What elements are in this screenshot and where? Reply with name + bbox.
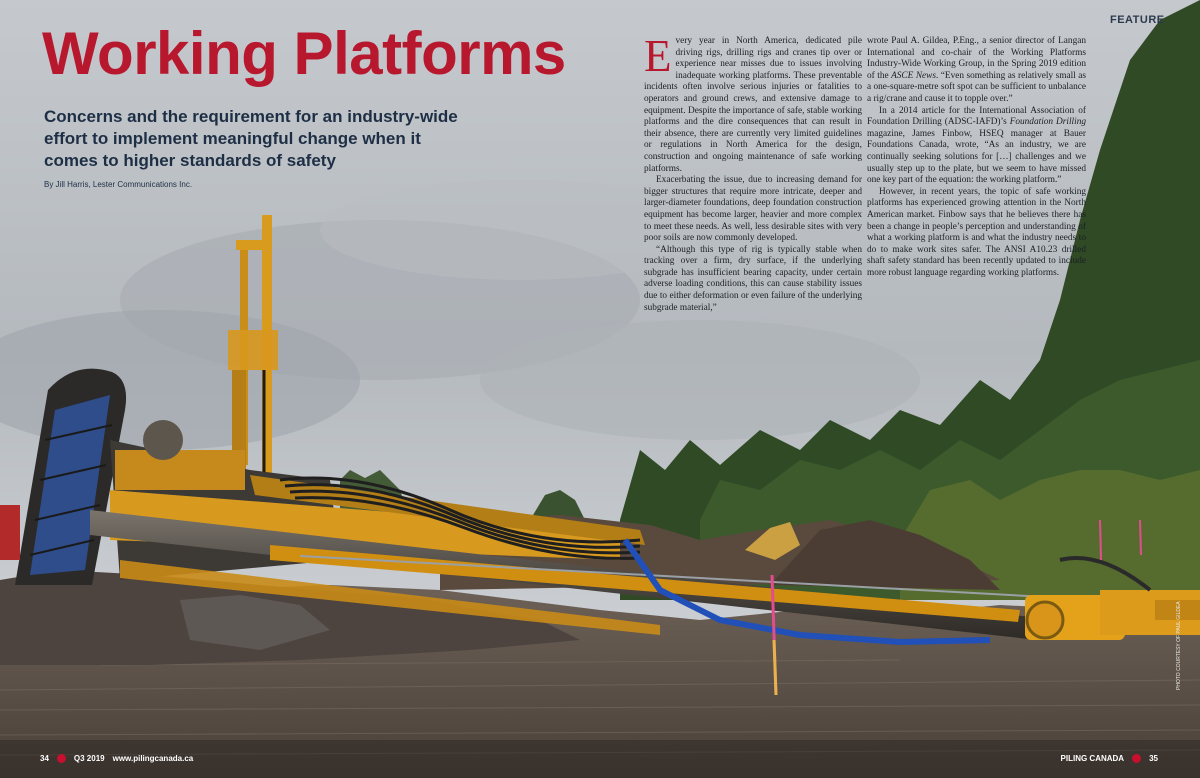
footer-right	[1061, 754, 1158, 763]
article-paragraph-4: wrote Paul A. Gildea, P.Eng., a senior director of Langan International and co-chair of the Working Platforms Industry-Wide Working Group, in the Spring 2019 edition of the ASCE News. “Even something as relatively small as a one-square-metre soft spot can be sufficient to unbalance a rig/crane and cause it to topple over.”	[867, 36, 1086, 104]
section-label: FEATURE	[1110, 14, 1165, 26]
article-paragraph-5: In a 2014 article for the International Association of Foundation Drilling (ADSC-IAFD)’s Foundation Drilling magazine, James Finbow, HSEQ manager at Bauer Foundations Canada, wrote, “As an industry, we are continually seeking solutions for […] challenges and we usually step up to the plate, but we seem to have missed one key part of the equation: the working platform.”	[867, 105, 1087, 186]
page-number-right: 35	[1149, 754, 1158, 763]
page-number-left: 34	[40, 754, 49, 763]
red-dot-icon	[57, 754, 66, 763]
red-dot-icon	[1132, 754, 1141, 763]
website-link[interactable]: www.pilingcanada.ca	[112, 754, 194, 763]
byline: By Jill Harris, Lester Communications Inc.	[44, 180, 193, 189]
footer-left	[40, 754, 193, 763]
subheadline: Concerns and the requirement for an industry-wide effort to implement meaningful change when it comes to higher standards of safety	[44, 107, 458, 170]
article-paragraph-2: Exacerbating the issue, due to increasing demand for bigger structures that require more intricate, deeper and larger-diameter foundations, deep foundation construction equipment has become larger, heavier and more complex to meet these needs. As well, less desirable sites with very poor soils are now commonly developed.	[644, 175, 862, 244]
article-paragraph-1: Every year in North America, dedicated pile driving rigs, drilling rigs and cranes tip over or experience near misses due to issues involving inadequate working platforms. These preventable incidents often involve serious injuries or fatalities to operators and ground crews, and extensive damage to equipment. Despite the importance of safe, stable working platforms and the dire consequences that can result in their absence, there are currently very limited guidelines or regulations in North America for the design, construction and ongoing maintenance of safe working platforms.	[644, 31, 862, 174]
magazine-name: PILING CANADA	[1060, 754, 1125, 763]
article-paragraph-3: “Although this type of rig is typically stable when tracking over a firm, dry surface, if the underlying subgrade has insufficient bearing capacity, under certain adverse loading conditions, this can cause stability issues due to either deformation or even failure of the underlying subgrade material,”	[644, 244, 862, 313]
article-paragraph-6: However, in recent years, the topic of safe working platforms has experienced growing attention in the North American market. Finbow says that he believes there has been a change in people’s perception and understanding of what a working platform is and what the industry needs to do to make work sites safer. The ANSI A10.23 drilled shaft safety standard has been recently updated to include more robust language regarding working platforms.	[867, 186, 1086, 278]
article-column-1	[644, 31, 862, 314]
article-column-2	[867, 36, 1086, 279]
page-title: Working Platforms	[42, 20, 566, 87]
photo-credit: PHOTO COURTESY OF PAUL GILDEA	[1176, 601, 1182, 690]
issue-label: Q3 2019	[73, 754, 105, 763]
drop-cap: E	[644, 31, 672, 81]
